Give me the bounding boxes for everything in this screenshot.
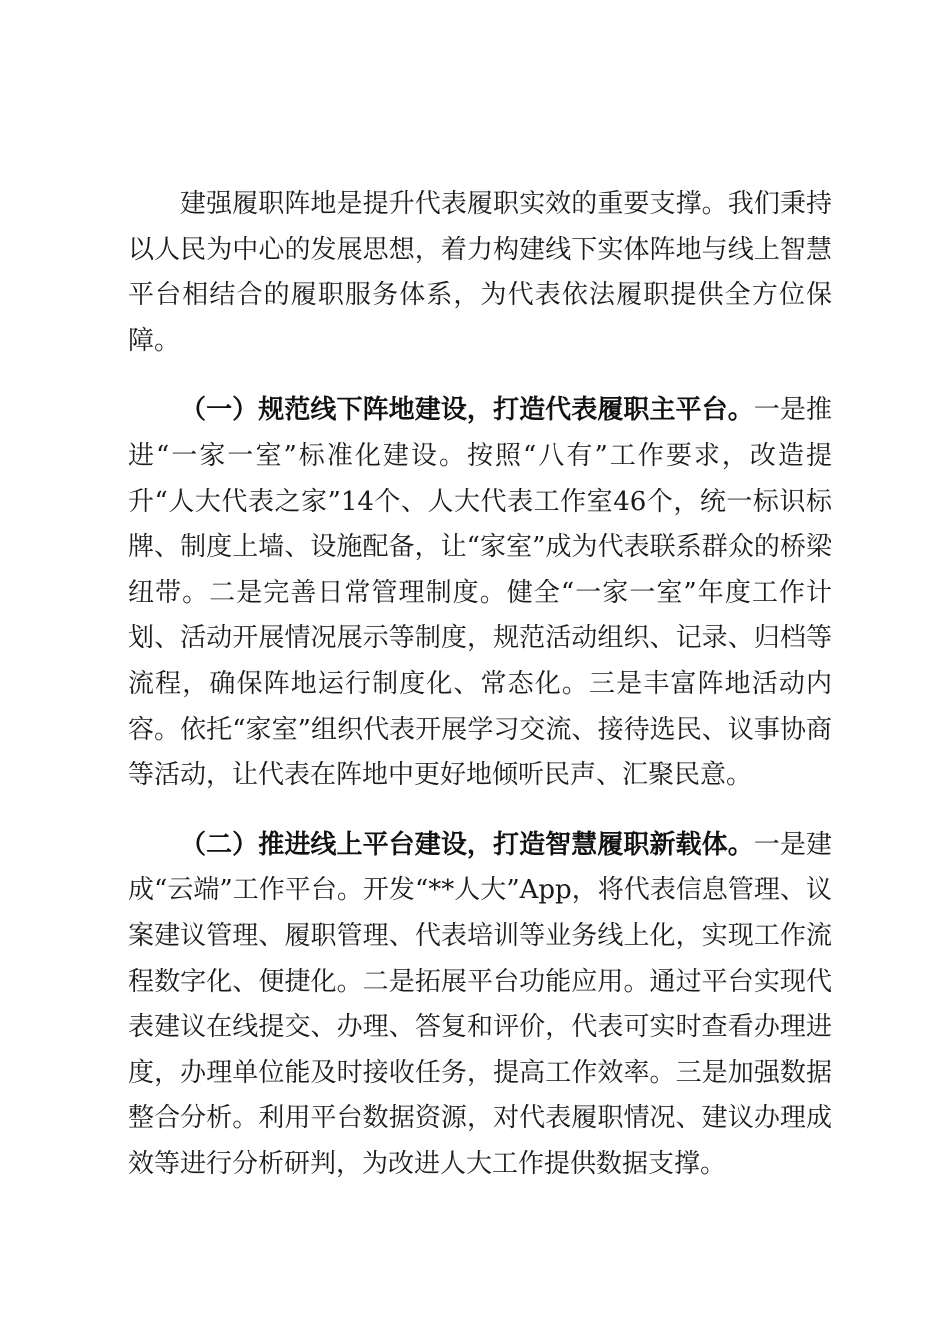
section-1-paragraph bbox=[128, 388, 832, 798]
section-1-heading: （一）规范线下阵地建设，打造代表履职主平台。 bbox=[180, 395, 754, 426]
section-2-heading: （二）推进线上平台建设，打造智慧履职新载体。 bbox=[180, 829, 754, 860]
section-2-paragraph bbox=[128, 823, 832, 1188]
intro-paragraph bbox=[128, 182, 832, 364]
document-body bbox=[128, 182, 832, 1187]
intro-paragraph-text: 建强履职阵地是提升代表履职实效的重要支撑。我们秉持以人民为中心的发展思想，着力构建线下实体阵地与线上智慧平台相结合的履职服务体系，为代表依法履职提供全方位保障。 bbox=[128, 189, 832, 356]
section-1-text: 一是推进“一家一室”标准化建设。按照“八有”工作要求，改造提升“人大代表之家”14个、人大代表工作室46个，统一标识标牌、制度上墙、设施配备，让“家室”成为代表联系群众的桥梁纽带。二是完善日常管理制度。健全“一家一室”年度工作计划、活动开展情况展示等制度，规范活动组织、记录、归档等流程，确保阵地运行制度化、常态化。三是丰富阵地活动内容。依托“家室”组织代表开展学习交流、接待选民、议事协商等活动，让代表在阵地中更好地倾听民声、汇聚民意。 bbox=[128, 395, 832, 791]
section-2-text: 一是建成“云端”工作平台。开发“**人大”App，将代表信息管理、议案建议管理、履职管理、代表培训等业务线上化，实现工作流程数字化、便捷化。二是拓展平台功能应用。通过平台实现代表建议在线提交、办理、答复和评价，代表可实时查看办理进度，办理单位能及时接收任务，提高工作效率。三是加强数据整合分析。利用平台数据资源，对代表履职情况、建议办理成效等进行分析研判，为改进人大工作提供数据支撑。 bbox=[128, 829, 832, 1179]
